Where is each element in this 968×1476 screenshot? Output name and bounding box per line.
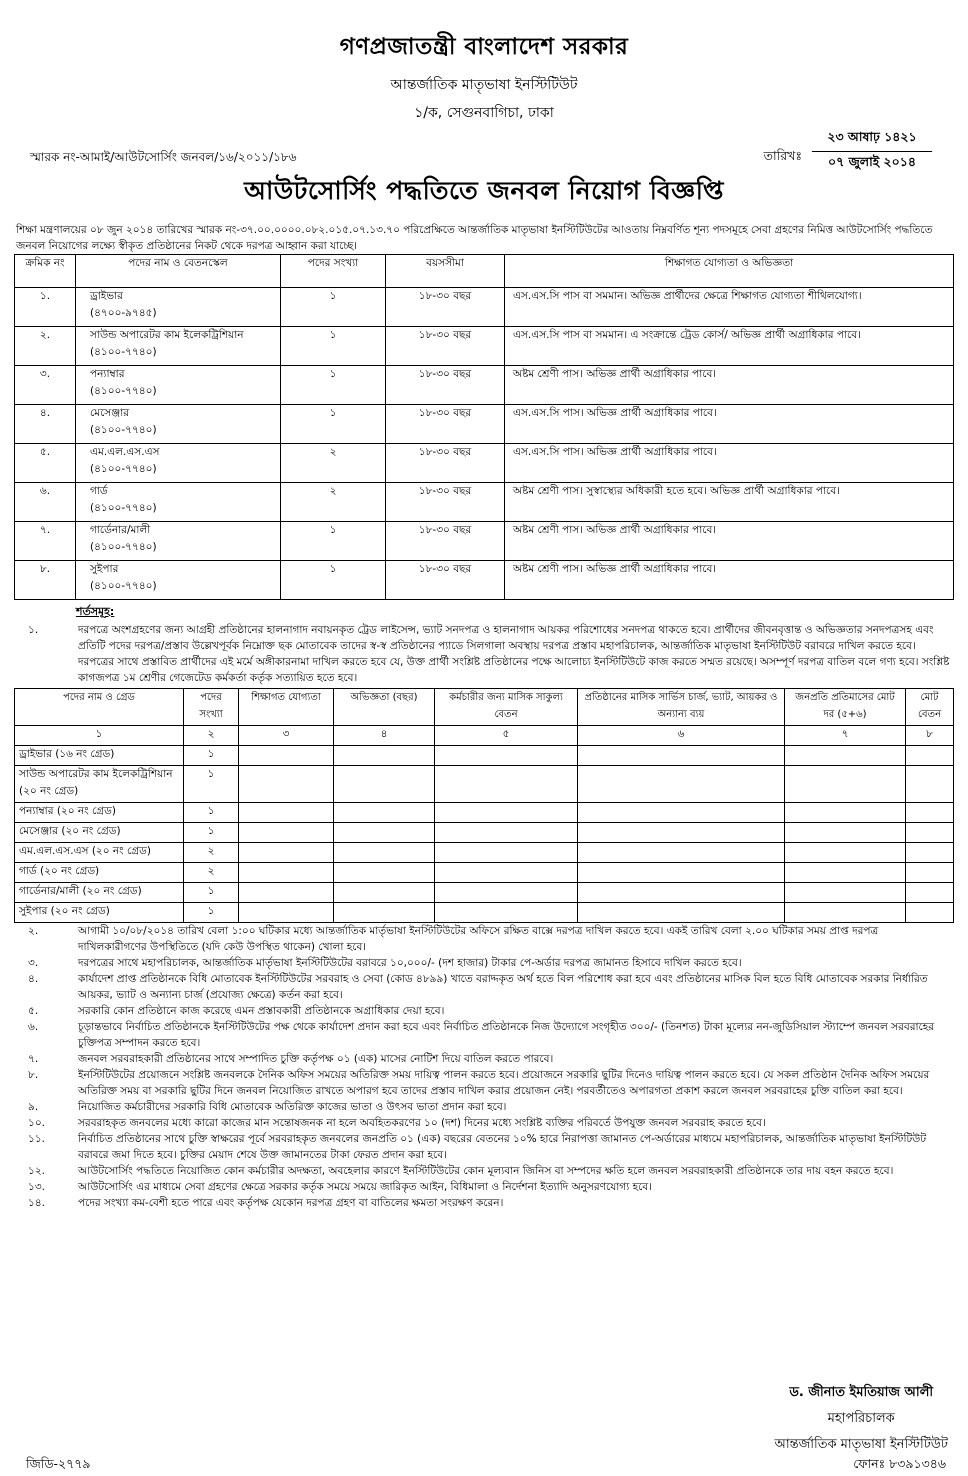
post-scale: (৪১০০-৭৭৪০) (90, 541, 157, 553)
bid-blank-cell (435, 746, 578, 766)
bid-blank-cell (785, 823, 906, 843)
bid-post-name: ড্রাইভার (১৬ নং গ্রেড) (15, 746, 184, 766)
bid-blank-cell (334, 803, 435, 823)
government-heading: গণপ্রজাতন্ত্রী বাংলাদেশ সরকার (339, 34, 629, 60)
bid-blank-cell (785, 883, 906, 903)
bid-blank-cell (906, 903, 954, 923)
bid-blank-cell (578, 903, 785, 923)
bid-blank-cell (578, 823, 785, 843)
clause-item (14, 1067, 954, 1099)
post-age: ১৮-৩০ বছর (386, 522, 505, 561)
bid-col-7: জনপ্রতি প্রতিমাসের মোট দর (৫+৬) (785, 689, 906, 726)
clause-number: ২. (28, 925, 39, 937)
post-count: ১ (281, 522, 386, 561)
bid-post-name: সাউন্ড অপারেটর কাম ইলেকট্রিশিয়ান (২০ নং গ্রেড) (15, 766, 184, 803)
bid-col-6: প্রতিষ্ঠানের মাসিক সার্ভিস চার্জ, ভ্যাট, আয়কর ও অন্যান্য ব্যয় (578, 689, 785, 726)
post-qualification: অষ্টম শ্রেণী পাস। অভিজ্ঞ প্রার্থী অগ্রাধিকার পাবে। (505, 366, 954, 405)
post-name: সুইপার (90, 563, 119, 575)
clause-text: আউটসোর্সিং এর মাধ্যমে সেবা গ্রহণের ক্ষেত্রে সরকার কর্তৃক সময়ে সময়ে জারিকৃত আইন, বিধিমালা ও নির্দেশনা ইত্যাদি অনুসরণযোগ্য হবে। (78, 1181, 652, 1193)
col-qualification: শিক্ষাগত যোগ্যতা ও অভিজ্ঞতা (505, 255, 954, 288)
post-serial: ২. (15, 327, 76, 366)
posts-table (14, 254, 954, 600)
post-qualification: এস.এস.সি পাস। অভিজ্ঞ প্রার্থী অগ্রাধিকার পাবে। (505, 405, 954, 444)
bid-column-number: ৬ (578, 726, 785, 746)
clause-number: ৭. (28, 1053, 39, 1065)
post-qualification: এস.এস.সি পাস বা সমমান। অভিজ্ঞ প্রার্থীদের ক্ষেত্রে শিক্ষাগত যোগ্যতা শীথিলযোগ্য। (505, 288, 954, 327)
post-qualification: অষ্টম শ্রেণী পাস। সুস্বাস্থ্যের অধিকারী হতে হবে। অভিজ্ঞ প্রার্থী অগ্রাধিকার পাবে। (505, 483, 954, 522)
bid-number-row (15, 726, 954, 746)
bid-blank-cell (906, 823, 954, 843)
bid-col-5: কর্মচারীর জন্য মাসিক সাকুল্য বেতন (435, 689, 578, 726)
clause-text: জনবল সরবরাহকারী প্রতিষ্ঠানের সাথে সম্পাদিত চুক্তি কর্তৃপক্ষ ০১ (এক) মাসের নোটিশ দিয়ে বাতিল করতে পারবে। (78, 1053, 554, 1065)
post-row (15, 327, 954, 366)
bid-row (15, 843, 954, 863)
bid-row (15, 766, 954, 803)
post-scale: (৪১০০-৭৭৪০) (90, 580, 157, 592)
bid-blank-cell (578, 803, 785, 823)
bid-blank-cell (334, 823, 435, 843)
post-serial: ৫. (15, 444, 76, 483)
memo-number: স্মারক নং-আমাই/আউটসোর্সিং জনবল/১৬/২০১১/১৮৬ (30, 150, 297, 164)
bid-table-header (15, 689, 954, 726)
notice-title: আউটসোর্সিং পদ্ধতিতে জনবল নিয়োগ বিজ্ঞপ্তি (244, 176, 724, 205)
bid-blank-cell (785, 746, 906, 766)
bid-blank-cell (239, 843, 334, 863)
date-block (763, 129, 932, 174)
clause-number: ১৪. (28, 1197, 45, 1209)
bid-blank-cell (239, 823, 334, 843)
bid-post-name: এম.এল.এস.এস (২০ নং গ্রেড) (15, 843, 184, 863)
bid-blank-cell (239, 903, 334, 923)
gd-number: জিডি-২৭৭৯ (26, 1456, 91, 1471)
clause-number: ৫. (28, 1005, 39, 1017)
bid-blank-cell (334, 883, 435, 903)
post-age: ১৮-৩০ বছর (386, 444, 505, 483)
post-name: পন্যাম্বার (90, 368, 125, 380)
terms-heading: শর্তসমূহ: (76, 605, 115, 618)
clause-item (14, 1163, 954, 1179)
clause-number: ১১. (28, 1133, 45, 1145)
bid-col-8: মোট বেতন (906, 689, 954, 726)
post-serial: ৪. (15, 405, 76, 444)
clause-number: ১২. (28, 1165, 45, 1177)
post-serial: ৬. (15, 483, 76, 522)
bid-blank-cell (906, 803, 954, 823)
bid-blank-cell (435, 843, 578, 863)
clause-item (14, 1099, 954, 1115)
bid-post-name: সুইপার (২০ নং গ্রেড) (15, 903, 184, 923)
bid-blank-cell (435, 823, 578, 843)
bid-blank-cell (239, 863, 334, 883)
bid-blank-cell (785, 803, 906, 823)
phone-number: ফোনঃ ৮৩৯১৩৪৬ (853, 1456, 946, 1471)
bid-blank-cell (239, 803, 334, 823)
post-age: ১৮-৩০ বছর (386, 366, 505, 405)
bid-blank-cell (906, 746, 954, 766)
clause-number: ৯. (28, 1101, 39, 1113)
post-scale: (৪১০০-৭৭৪০) (90, 385, 157, 397)
post-name-cell (76, 444, 281, 483)
clause-text: নিয়োজিত কর্মচারীদের সরকারি বিধি মোতাবেক অতিরিক্ত কাজের ভাতা ও উৎসব ভাতা প্রদান করা হবে। (78, 1101, 507, 1113)
post-age: ১৮-৩০ বছর (386, 405, 505, 444)
bid-blank-cell (578, 883, 785, 903)
clause-item (14, 1019, 954, 1051)
reference-row (14, 129, 954, 169)
clauses-list (14, 923, 954, 1211)
signature-block (774, 1380, 948, 1458)
bid-blank-cell (239, 766, 334, 803)
bid-post-name: পন্যাম্বার (২০ নং গ্রেড) (15, 803, 184, 823)
post-qualification: অষ্টম শ্রেণী পাস। অভিজ্ঞ প্রার্থী অগ্রাধিকার পাবে। (505, 522, 954, 561)
col-post-name: পদের নাম ও বেতনস্কেল (76, 255, 281, 288)
bid-row (15, 903, 954, 923)
post-qualification: অষ্টম শ্রেণী পাস। অভিজ্ঞ প্রার্থী অগ্রাধিকার পাবে। (505, 561, 954, 600)
bid-blank-cell (435, 903, 578, 923)
post-qualification: এস.এস.সি পাস। অভিজ্ঞ প্রার্থী অগ্রাধিকার পাবে। (505, 444, 954, 483)
bid-column-number: ৪ (334, 726, 435, 746)
post-count: ১ (281, 288, 386, 327)
post-age: ১৮-৩০ বছর (386, 561, 505, 600)
bid-column-number: ৭ (785, 726, 906, 746)
post-count: ২ (281, 444, 386, 483)
date-english: ০৭ জুলাই ২০১৪ (827, 154, 917, 169)
post-age: ১৮-৩০ বছর (386, 483, 505, 522)
bid-post-count: ১ (184, 903, 239, 923)
bid-post-name: গার্ড (২০ নং গ্রেড) (15, 863, 184, 883)
clause-text: পদের সংখ্যা কম-বেশী হতে পারে এবং কর্তৃপক্ষ যেকোন দরপত্র গ্রহণ বা বাতিলের ক্ষমতা সংরক্ষণ করেন। (78, 1197, 504, 1209)
clause-text: নির্বাচিত প্রতিষ্ঠানের সাথে চুক্তি স্বাক্ষরের পূর্বে সরবরাহকৃত জনবলের জনপ্রতি ০১ (এক) বছরের বেতনের ১০% হারে নিরাপত্তা জামানত পে-অর্ডারের মাধ্যমে মহাপরিচালক, আন্তর্জাতিক মাতৃভাষা ইনস্টিটিউট বরাবরে জমা দিতে হবে। চুক্তির মেয়াদ শেষে উক্ত জামানতের টাকা ফেরত প্রদান করা হবে। (78, 1133, 927, 1161)
clause-number: ৪. (28, 973, 39, 985)
bid-row (15, 863, 954, 883)
bid-blank-cell (906, 766, 954, 803)
bid-blank-cell (239, 746, 334, 766)
post-count: ১ (281, 327, 386, 366)
bid-column-number: ৮ (906, 726, 954, 746)
post-name: ড্রাইভার (90, 290, 123, 302)
clause-text: আগামী ১০/০৮/২০১৪ তারিখ বেলা ১:০০ ঘটিকার মধ্যে আন্তর্জাতিক মার্তৃভাষা ইনস্টিটিউটের অফিসে রক্ষিত বাক্সে দরপত্র দাখিল করতে হবে। একই তারিখ বেলা ২.০০ ঘটিকার সময় প্রাপ্ত দরপত্র দাখিলকারীগণের উপস্থিতিতে (যদি কেউ উপস্থিত থাকেন) খোলা হবে। (78, 925, 879, 953)
posts-table-header (15, 255, 954, 288)
post-row (15, 444, 954, 483)
post-row (15, 288, 954, 327)
post-name-cell (76, 366, 281, 405)
post-count: ১ (281, 366, 386, 405)
post-row (15, 405, 954, 444)
bid-blank-cell (239, 883, 334, 903)
bid-blank-cell (334, 746, 435, 766)
post-serial: ৭. (15, 522, 76, 561)
bid-blank-cell (334, 766, 435, 803)
notice-page (14, 6, 954, 1211)
post-name-cell (76, 288, 281, 327)
bid-post-name: গার্ডেনার/মালী (২০ নং গ্রেড) (15, 883, 184, 903)
bid-post-count: ১ (184, 883, 239, 903)
post-scale: (৪১০০-৭৭৪০) (90, 346, 157, 358)
bid-post-count: ২ (184, 863, 239, 883)
post-age: ১৮-৩০ বছর (386, 327, 505, 366)
bid-column-number: ৫ (435, 726, 578, 746)
post-serial: ১. (15, 288, 76, 327)
post-scale: (৪১০০-৭৭৪০) (90, 463, 157, 475)
post-count: ১ (281, 561, 386, 600)
clause-number: ১০. (28, 1117, 45, 1129)
clause-item (14, 1115, 954, 1131)
bid-post-count: ১ (184, 823, 239, 843)
post-name-cell (76, 327, 281, 366)
date-label: তারিখঃ (763, 148, 802, 163)
clause-item (14, 1051, 954, 1067)
bid-blank-cell (334, 843, 435, 863)
clause-item (14, 1131, 954, 1163)
bid-blank-cell (578, 843, 785, 863)
post-name: সাউন্ড অপারেটর কাম ইলেকট্রিশিয়ান (90, 329, 244, 341)
clause-item (14, 971, 954, 1003)
clause-number: ৮. (28, 1069, 39, 1081)
post-serial: ৩. (15, 366, 76, 405)
bid-blank-cell (334, 903, 435, 923)
clause-number: ১৩. (28, 1181, 45, 1193)
bid-blank-cell (578, 766, 785, 803)
post-name: গার্ড (90, 485, 108, 497)
bid-blank-cell (578, 863, 785, 883)
post-row (15, 561, 954, 600)
post-row (15, 522, 954, 561)
bid-post-name: মেসেঞ্জার (২০ নং গ্রেড) (15, 823, 184, 843)
bid-col-4: অভিজ্ঞতা (বছর) (334, 689, 435, 726)
bid-blank-cell (785, 766, 906, 803)
post-serial: ৮. (15, 561, 76, 600)
post-scale: (৪১০০-৭৭৪০) (90, 424, 157, 436)
clause-number: ৩. (28, 957, 39, 969)
post-name-cell (76, 405, 281, 444)
clause-item (14, 923, 954, 955)
post-name: মেসেঞ্জার (90, 407, 130, 419)
date-bengali: ২৩ আষাঢ় ১৪২১ (812, 129, 932, 152)
bid-blank-cell (785, 843, 906, 863)
col-serial: ক্রমিক নং (15, 255, 76, 288)
bid-blank-cell (435, 863, 578, 883)
intro-paragraph: শিক্ষা মন্ত্রণালয়ের ০৮ জুন ২০১৪ তারিখের স্মারক নং-৩৭.০০.০০০০.০৮২.০১৫.০৭.১৩.৭০ পরিপ্রেক্ষিতে আন্তর্জাতিক মাতৃভাষা ইনস্টিটিউটের আওতায় নিম্নবর্ণিত শূন্য পদসমূহে সেবা গ্রহণের নিমিত্ত আউটসোর্সিং পদ্ধতিতে জনবল নিয়োগের লক্ষ্যে স্বীকৃত প্রতিষ্ঠানের নিকট থেকে দরপত্র আহ্বান করা যাচ্ছে। (16, 224, 933, 252)
bid-post-count: ২ (184, 843, 239, 863)
bid-row (15, 803, 954, 823)
clause-item (14, 1195, 954, 1211)
clause-item (14, 1179, 954, 1195)
clause-text: আউটসোর্সিং পদ্ধতিতে নিয়োজিত কোন কর্মচারীর অদক্ষতা, অবহেলার কারণে ইনস্টিটিউটের কোন মূল্যবান জিনিস বা সম্পদের ক্ষতি হলে জনবল সরবরাহকারী প্রতিষ্ঠানকে তার দায় বহন করতে হবে। (78, 1165, 894, 1177)
post-name-cell (76, 561, 281, 600)
bid-post-count: ১ (184, 803, 239, 823)
post-scale: (৪৭০০-৯৭৪৫) (90, 307, 157, 319)
bid-col-2: পদের সংখ্যা (184, 689, 239, 726)
bid-blank-cell (578, 746, 785, 766)
bid-column-number: ৩ (239, 726, 334, 746)
bid-col-1: পদের নাম ও গ্রেড (15, 689, 184, 726)
post-scale: (৪১০০-৭৭৪০) (90, 502, 157, 514)
post-count: ১ (281, 405, 386, 444)
post-qualification: এস.এস.সি পাস বা সমমান। এ সংক্রান্তে ট্রেড কোর্স/ অভিজ্ঞ প্রার্থী অগ্রাধিকার পাবে। (505, 327, 954, 366)
clause-item (14, 955, 954, 971)
bid-table (14, 688, 954, 923)
bid-blank-cell (435, 883, 578, 903)
col-age-limit: বয়সসীমা (386, 255, 505, 288)
institute-address: ১/ক, সেগুনবাগিচা, ঢাকা (414, 105, 554, 121)
bid-blank-cell (906, 883, 954, 903)
post-row (15, 366, 954, 405)
clause-text: কার্যাদেশ প্রাপ্ত প্রতিষ্ঠানকে বিধি মোতাবেক ইনস্টিটিউটের সরবরাহ ও সেবা (কোড ৪৮৯৯) খাতে বরাদ্দকৃত অর্থ হতে বিল পরিশোধ করা হবে এবং প্রতিষ্ঠানের মাসিক বিল হতে বিধি মোতাবেক সরকার নির্ধারিত আয়কর, ভ্যাট ও অন্যান্য চার্জ (প্রযোজ্য ক্ষেত্রে) কর্তন করা হবে। (78, 973, 928, 1001)
clause-text: ইনস্টিটিউটের প্রয়োজনে সংশ্লিষ্ট জনবলকে দৈনিক অফিস সময়ের অতিরিক্ত সময় দায়িত্ব পালন করতে হবে। প্রয়োজনে সরকারি ছুটির দিনেও দায়িত্ব পালন করতে হবে। যে সকল প্রতিষ্ঠান দৈনিক অফিস সময়ের অতিরিক্ত সময় বা সরকারি ছুটির দিনে জনবল নিয়োজিত রাখতে অপারগ হবে তাদের প্রস্তাব দাখিল করার প্রয়োজন নেই। পরবর্তীতেও অপারগতা প্রকাশ করলে জনবল সরবরাহের চুক্তি বাতিল করা হবে। (78, 1069, 930, 1097)
clause-1 (14, 622, 954, 686)
clause-text: দরপত্রের সাথে মহাপরিচালক, আন্তর্জাতিক মার্তৃভাষা ইনস্টিটিউটের বরাবরে ১০,০০০/- (দশ হাজার) টাকার পে-অর্ডার দরপত্র জামানত হিসাবে দাখিল করতে হবে। (78, 957, 742, 969)
bid-blank-cell (906, 863, 954, 883)
bid-blank-cell (435, 803, 578, 823)
post-name: এম.এল.এস.এস (90, 446, 160, 458)
bid-blank-cell (785, 863, 906, 883)
post-count: ২ (281, 483, 386, 522)
bid-row (15, 746, 954, 766)
bid-blank-cell (785, 903, 906, 923)
clause-item (14, 1003, 954, 1019)
clause-text: দরপত্রে অংশগ্রহণের জন্য আগ্রহী প্রতিষ্ঠানের হালনাগাদ নবায়নকৃত ট্রেড লাইসেন্স, ভ্যাট সনদপত্র ও হালনাগাদ আয়কর পরিশোধের সনদপত্র থাকতে হবে। প্রার্থীদের জীবনবৃত্তান্ত ও অভিজ্ঞতার সনদপত্রসহ এবং প্রতিটি পদের দরপত্র/প্রস্তাব উল্লেখপূর্বক নিম্নোক্ত ছক মোতাবেক তাদের স্ব-স্ব প্রতিষ্ঠানের প্যাডে সিলগালা অবস্থায় দরপত্র প্রস্তাব মহাপরিচালক, আন্তর্জাতিক মাতৃভাষা ইনস্টিটিউট বরাবরে দাখিল করতে হবে। দরপত্রের সাথে প্রস্তাবিত প্রার্থীদের এই মর্মে অঙ্গীকারনামা দাখিল করতে হবে যে, উক্ত প্রার্থী সংশ্লিষ্ট প্রতিষ্ঠানের পক্ষে আলোচ্য ইনস্টিটিউটে কাজ করতে সম্মত রয়েছে। অসম্পূর্ণ দরপত্র বাতিল বলে গণ্য হবে। সংশ্লিষ্ট কাগজপত্র ১ম শ্রেণীর গেজেটেড কর্মকর্তা কর্তৃক সত্যায়িত হতে হবে। (78, 624, 950, 684)
bid-post-count: ১ (184, 746, 239, 766)
signatory-office: আন্তর্জাতিক মাতৃভাষা ইনস্টিটিউট (774, 1437, 948, 1452)
bid-post-count: ১ (184, 766, 239, 803)
clause-number: ৬. (28, 1021, 39, 1033)
col-post-count: পদের সংখ্যা (281, 255, 386, 288)
clause-number: ১. (28, 624, 39, 636)
bid-blank-cell (435, 766, 578, 803)
bid-column-number: ২ (184, 726, 239, 746)
bid-row (15, 823, 954, 843)
clause-text: সরকারি কোন প্রতিষ্ঠানে কাজ করেছে এমন প্রস্তাবকারী প্রতিষ্ঠানকে অগ্রাধিকার দেয়া হবে। (78, 1005, 445, 1017)
clause-text: সরবরাহকৃত জনবলের মধ্যে কারো কাজের মান সন্তোষজনক না হলে অবহিতকরণের ১০ (দশ) দিনের মধ্যে সংশ্লিষ্ট ব্যক্তির পরিবর্তে উপযুক্ত জনবল সরবরাহ করতে হবে। (78, 1117, 766, 1129)
bid-col-3: শিক্ষাগত যোগ্যতা (239, 689, 334, 726)
post-name-cell (76, 522, 281, 561)
clause-text: চূড়ান্তভাবে নির্বাচিত প্রতিষ্ঠানকে ইনস্টিটিউটের পক্ষ থেকে কার্যাদেশ প্রদান করা হবে এবং নির্বাচিত প্রতিষ্ঠানকে নিজ উদ্যোগে সংগৃহীত ৩০০/- (তিনশত) টাকা মূল্যের নন-জুডিসিয়াল স্ট্যাম্পে জনবল সরবরাহের চুক্তিপত্র সম্পাদন করতে হবে। (78, 1021, 935, 1049)
bid-row (15, 883, 954, 903)
signatory-designation: মহাপরিচালক (827, 1411, 895, 1426)
bid-column-number: ১ (15, 726, 184, 746)
bid-blank-cell (906, 843, 954, 863)
post-name: গার্ডেনার/মালী (90, 524, 151, 536)
bid-blank-cell (334, 863, 435, 883)
post-age: ১৮-৩০ বছর (386, 288, 505, 327)
signatory-name: ড. জীনাত ইমতিয়াজ আলী (789, 1385, 934, 1400)
post-row (15, 483, 954, 522)
post-name-cell (76, 483, 281, 522)
institute-name: আন্তর্জাতিক মাতৃভাষা ইনস্টিটিউট (390, 77, 578, 93)
